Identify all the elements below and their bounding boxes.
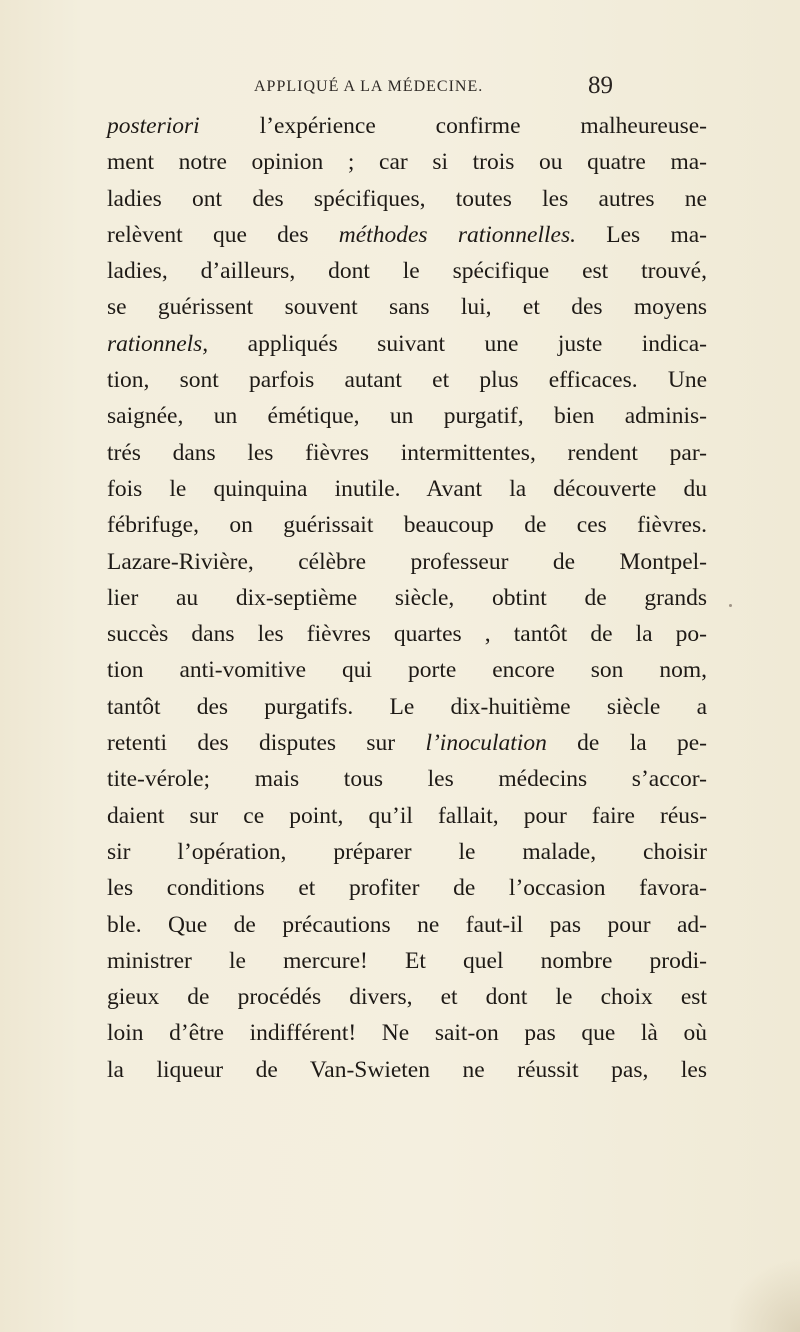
text-line-21: sir l’opération, préparer le malade, choisir [107, 838, 707, 865]
text-line-22: les conditions et profiter de l’occasion favora- [107, 875, 707, 902]
text-line-10: trés dans les fièvres intermittentes, rendent par- [107, 439, 707, 466]
page-corner-shadow [730, 1252, 800, 1332]
text-line-6: se guérissent souvent sans lui, et des moyens [107, 294, 707, 321]
page-header [0, 74, 800, 104]
text-line-9: saignée, un émétique, un purgatif, bien adminis- [107, 403, 707, 430]
text-line-13: Lazare-Rivière, célèbre professeur de Montpel- [107, 548, 707, 575]
text-line-8: tion, sont parfois autant et plus efficaces. Une [107, 367, 707, 394]
italic-phrase: posteriori [107, 113, 200, 139]
text-line-3: ladies ont des spécifiques, toutes les autres ne [107, 185, 707, 212]
text-line-26: loin d’être indifférent! Ne sait-on pas que là où [107, 1020, 707, 1047]
text-line-11: fois le quinquina inutile. Avant la découverte du [107, 475, 707, 502]
page-number: 89 [588, 72, 613, 99]
text-line-27: la liqueur de Van-Swieten ne réussit pas, les [107, 1056, 707, 1083]
text-line-2: ment notre opinion ; car si trois ou quatre ma- [107, 149, 707, 176]
running-head: APPLIQUÉ A LA MÉDECINE. [254, 78, 484, 95]
text-line-18: retenti des disputes sur l’inoculation de la pe- [107, 730, 707, 757]
text-line-25: gieux de procédés divers, et dont le choix est [107, 984, 707, 1011]
text-line-7: rationnels, appliqués suivant une juste indica- [107, 330, 707, 357]
text-line-17: tantôt des purgatifs. Le dix-huitième siècle a [107, 693, 707, 720]
text-line-24: ministrer le mercure! Et quel nombre prodi- [107, 947, 707, 974]
text-line-14: lier au dix-septième siècle, obtint de grands [107, 584, 707, 611]
text-line-4: relèvent que des méthodes rationnelles. Les ma- [107, 221, 707, 248]
body-text [107, 108, 707, 1088]
text-line-20: daient sur ce point, qu’il fallait, pour faire réus- [107, 802, 707, 829]
text-line-19: tite-vérole; mais tous les médecins s’accor- [107, 766, 707, 793]
text-line-5: ladies, d’ailleurs, dont le spécifique est trouvé, [107, 258, 707, 285]
text-line-1: posteriori l’expérience confirme malheureuse- [107, 113, 707, 139]
text-line-12: fébrifuge, on guérissait beaucoup de ces fièvres. [107, 512, 707, 539]
italic-phrase: rationnels, [107, 330, 209, 357]
text-line-15: succès dans les fièvres quartes , tantôt de la po- [107, 621, 707, 648]
italic-phrase: l’inoculation [425, 730, 547, 757]
text-line-16: tion anti-vomitive qui porte encore son nom, [107, 657, 707, 684]
italic-phrase: méthodes rationnelles. [338, 221, 576, 248]
ink-speck [729, 604, 732, 607]
text-line-23: ble. Que de précautions ne faut-il pas pour ad- [107, 911, 707, 938]
